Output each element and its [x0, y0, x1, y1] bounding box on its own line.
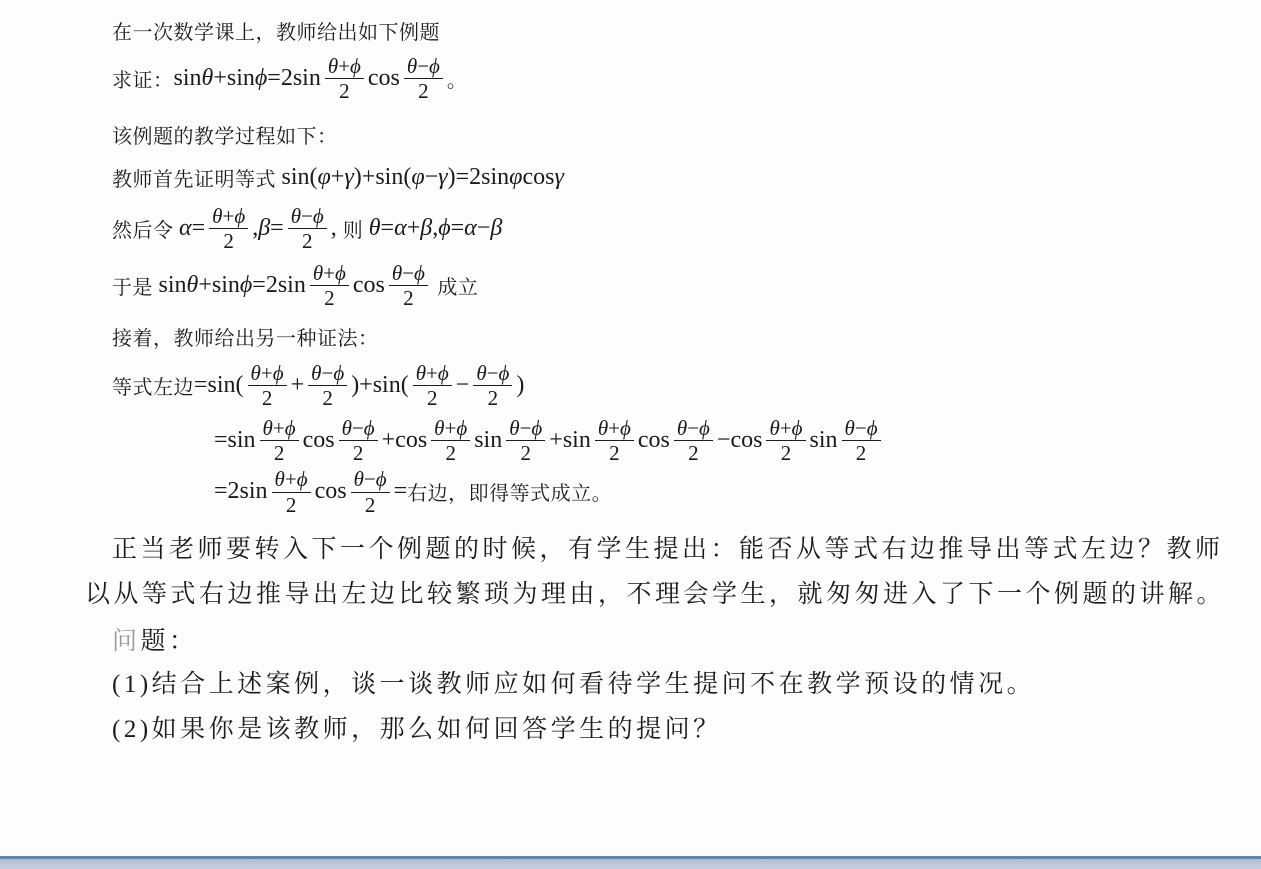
fraction: $\frac{\theta-\phi}{2}$: [404, 55, 443, 102]
math-run: =sin: [214, 427, 256, 454]
math-run: =sin(: [194, 372, 244, 399]
window-bottom-edge: [0, 856, 1261, 869]
text-run: (2)如果你是该教师，那么如何回答学生的提问？: [112, 715, 722, 743]
fraction: $\frac{\theta-\phi}{2}$: [473, 362, 512, 409]
math-run: cos: [637, 427, 670, 454]
fraction: $\frac{\theta+\phi}{2}$: [595, 417, 634, 464]
doc-line-substitution: [112, 205, 1261, 252]
doc-line-question2: [112, 709, 1261, 745]
doc-line-conclusion1: [112, 262, 1261, 309]
math-run: sinθ+sinϕ=2sin: [173, 65, 321, 92]
math-run: )+sin(: [351, 372, 409, 399]
fraction: $\frac{\theta+\phi}{2}$: [310, 262, 349, 309]
doc-line-process-intro: [112, 120, 1261, 149]
fraction: $\frac{\theta+\phi}{2}$: [248, 362, 287, 409]
math-run: sin: [474, 427, 503, 454]
math-run: cos: [367, 65, 400, 92]
text-run: 正当老师要转入下一个例题的时候，有学生提出：能否从等式右边推导出等式左边？教师: [112, 535, 1224, 563]
doc-line-conclusion2: [214, 468, 1261, 515]
text-run: (1)结合上述案例，谈一谈教师应如何看待学生提问不在教学预设的情况。: [112, 670, 1036, 698]
fraction: $\frac{\theta-\phi}{2}$: [674, 417, 713, 464]
text-run: 接着，教师给出另一种证法：: [112, 328, 379, 351]
fraction: $\frac{\theta-\phi}{2}$: [842, 417, 881, 464]
doc-line-alt-method-intro: [112, 322, 1261, 351]
fraction: $\frac{\theta-\phi}{2}$: [351, 468, 390, 515]
doc-line-expansion1: [112, 362, 1261, 409]
fraction: $\frac{\theta+\phi}{2}$: [260, 417, 299, 464]
doc-line-question1: [112, 664, 1261, 700]
fraction: $\frac{\theta-\phi}{2}$: [506, 417, 545, 464]
math-run: cos: [352, 272, 385, 299]
fraction: $\frac{\theta-\phi}{2}$: [288, 205, 327, 252]
math-run: α=: [179, 215, 206, 242]
math-run: ): [516, 372, 525, 399]
doc-line-narrative1: [112, 529, 1261, 565]
text-run: 题：: [140, 627, 198, 655]
math-run: −cos: [716, 427, 763, 454]
math-run: θ=α+β,ϕ=α−β: [368, 215, 503, 242]
text-run: 在一次数学课上，教师给出如下例题: [112, 22, 440, 44]
math-run: sinθ+sinϕ=2sin: [158, 272, 306, 299]
doc-line-intro: [112, 16, 1261, 45]
math-run: +sin: [549, 427, 591, 454]
fraction: $\frac{\theta-\phi}{2}$: [339, 417, 378, 464]
math-run: +cos: [381, 427, 428, 454]
text-run: 求证：: [112, 70, 174, 93]
text-run: 等式左边: [112, 377, 194, 400]
text-run: 成立: [431, 277, 479, 300]
math-run: =2sin: [214, 478, 268, 505]
math-run: ,: [330, 215, 343, 242]
text-run: 于是: [112, 277, 159, 300]
math-run: sin: [809, 427, 838, 454]
document-body: [0, 16, 1261, 745]
math-run: cos: [302, 427, 335, 454]
fraction: $\frac{\theta+\phi}{2}$: [209, 205, 248, 252]
text-run: 该例题的教学过程如下：: [112, 126, 338, 149]
text-run: 右边，即得等式成立。: [407, 483, 613, 506]
math-run: +: [290, 372, 305, 399]
fraction: $\frac{\theta+\phi}{2}$: [413, 362, 452, 409]
doc-line-expansion2: [214, 417, 1261, 464]
doc-line-problem-statement: [112, 55, 1261, 102]
text-run: 以从等式右边推导出左边比较繁琐为理由，不理会学生，就匆匆进入了下一个例题的讲解。: [85, 580, 1226, 608]
doc-line-identity-proof: [112, 163, 1261, 192]
text-run: 然后令: [112, 220, 179, 243]
math-run: =: [393, 478, 408, 505]
fraction: $\frac{\theta+\phi}{2}$: [272, 468, 311, 515]
text-run: 则: [342, 220, 369, 243]
fraction: $\frac{\theta-\phi}{2}$: [308, 362, 347, 409]
doc-line-narrative2: [85, 574, 1261, 610]
math-run: sin(φ+γ)+sin(φ−γ)=2sinφcosγ: [281, 164, 564, 191]
math-run: −: [455, 372, 470, 399]
fraction: $\frac{\theta+\phi}{2}$: [431, 417, 470, 464]
text-run: 问: [112, 627, 141, 655]
math-run: cos: [314, 478, 347, 505]
fraction: $\frac{\theta-\phi}{2}$: [389, 262, 428, 309]
fraction: $\frac{\theta+\phi}{2}$: [766, 417, 805, 464]
text-run: 教师首先证明等式: [112, 169, 282, 192]
text-run: 。: [446, 70, 468, 93]
fraction: $\frac{\theta+\phi}{2}$: [325, 55, 364, 102]
math-run: ,β=: [252, 215, 284, 242]
doc-line-questions-label: [112, 621, 1261, 657]
